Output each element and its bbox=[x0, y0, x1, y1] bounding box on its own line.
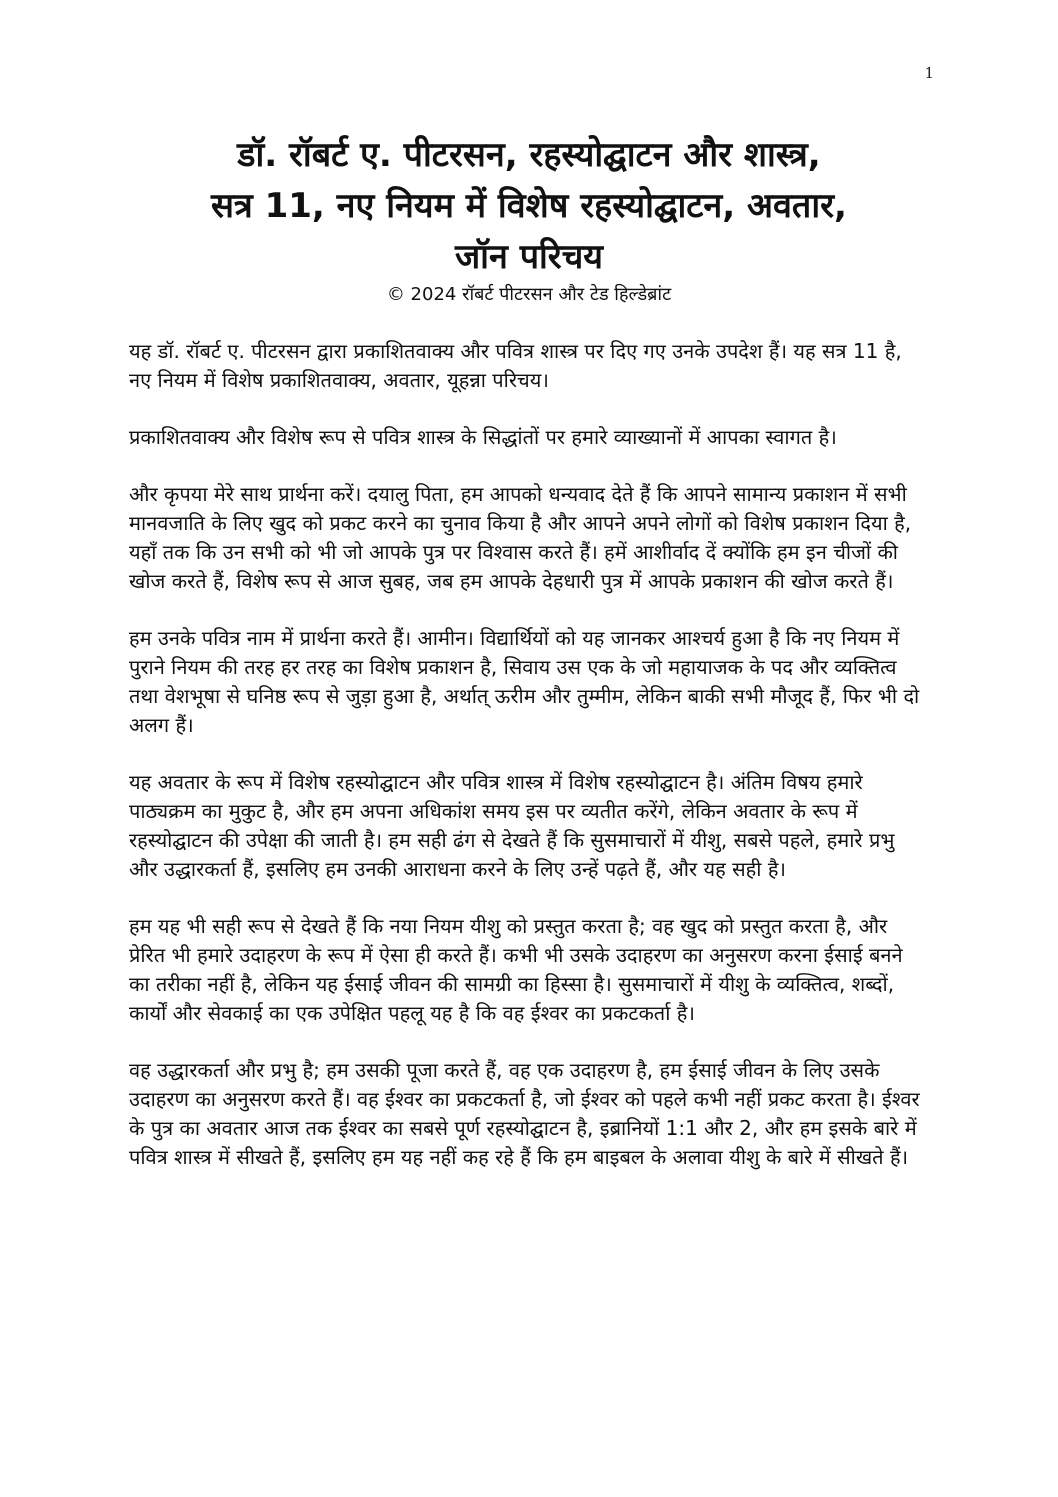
paragraph-1: यह डॉ. रॉबर्ट ए. पीटरसन द्वारा प्रकाशितवाक्य और पवित्र शास्त्र पर दिए गए उनके उपदेश हैं। यह सत्र 11 है, नए नियम में विशेष प्रकाशितवाक्य, अवतार, यूहन्ना परिचय। bbox=[129, 339, 902, 392]
document-title bbox=[120, 130, 938, 283]
paragraph-2: प्रकाशितवाक्य और विशेष रूप से पवित्र शास्त्र के सिद्धांतों पर हमारे व्याख्यानों में आपका स्वागत है। bbox=[129, 425, 837, 449]
title-line-2: सत्र 11, नए नियम में विशेष रहस्योद्घाटन, अवतार, bbox=[211, 186, 847, 226]
paragraph-5: यह अवतार के रूप में विशेष रहस्योद्घाटन और पवित्र शास्त्र में विशेष रहस्योद्घाटन है। अंतिम विषय हमारे पाठ्यक्रम का मुकुट है, और हम अपना अधिकांश समय इस पर व्यतीत करेंगे, लेकिन अवतार के रूप में रहस्योद्घाटन की उपेक्षा की जाती है। हम सही ढंग से देखते हैं कि सुसमाचारों में यीशु, सबसे पहले, हमारे प्रभु और उद्धारकर्ता हैं, इसलिए हम उनकी आराधना करने के लिए उन्हें पढ़ते हैं, और यह सही है। bbox=[129, 770, 895, 881]
paragraph-4: हम उनके पवित्र नाम में प्रार्थना करते हैं। आमीन। विद्यार्थियों को यह जानकर आश्चर्य हुआ है कि नए नियम में पुराने नियम की तरह हर तरह का विशेष प्रकाशन है, सिवाय उस एक के जो महायाजक के पद और व्यक्तित्व तथा वेशभूषा से घनिष्ठ रूप से जुड़ा हुआ है, अर्थात् ऊरीम और तुम्मीम, लेकिन बाकी सभी मौजूद हैं, फिर भी दो अलग हैं। bbox=[129, 626, 920, 737]
document-body bbox=[129, 337, 929, 1200]
title-line-1: डॉ. रॉबर्ट ए. पीटरसन, रहस्योद्घाटन और शास्त्र, bbox=[237, 135, 821, 175]
paragraph-7: वह उद्धारकर्ता और प्रभु है; हम उसकी पूजा करते हैं, वह एक उदाहरण है, हम ईसाई जीवन के लिए उसके उदाहरण का अनुसरण करते हैं। वह ईश्वर का प्रकटकर्ता है, जो ईश्वर को पहले कभी नहीं प्रकट करता है। ईश्वर के पुत्र का अवतार आज तक ईश्वर का सबसे पूर्ण रहस्योद्घाटन है, इब्रानियों 1:1 और 2, और हम इसके बारे में पवित्र शास्त्र में सीखते हैं, इसलिए हम यह नहीं कह रहे हैं कि हम बाइबल के अलावा यीशु के बारे में सीखते हैं। bbox=[129, 1058, 920, 1169]
paragraph-6: हम यह भी सही रूप से देखते हैं कि नया नियम यीशु को प्रस्तुत करता है; वह खुद को प्रस्तुत करता है, और प्रेरित भी हमारे उदाहरण के रूप में ऐसा ही करते हैं। कभी भी उसके उदाहरण का अनुसरण करना ईसाई बनने का तरीका नहीं है, लेकिन यह ईसाई जीवन की सामग्री का हिस्सा है। सुसमाचारों में यीशु के व्यक्तित्व, शब्दों, कार्यों और सेवकाई का एक उपेक्षित पहलू यह है कि वह ईश्वर का प्रकटकर्ता है। bbox=[129, 914, 903, 1025]
title-line-3: जॉन परिचय bbox=[454, 237, 604, 277]
paragraph-3: और कृपया मेरे साथ प्रार्थना करें। दयालु पिता, हम आपको धन्यवाद देते हैं कि आपने सामान्य प्रकाशन में सभी मानवजाति के लिए खुद को प्रकट करने का चुनाव किया है और आपने अपने लोगों को विशेष प्रकाशन दिया है, यहाँ तक कि उन सभी को भी जो आपके पुत्र पर विश्वास करते हैं। हमें आशीर्वाद दें क्योंकि हम इन चीजों की खोज करते हैं, विशेष रूप से आज सुबह, जब हम आपके देहधारी पुत्र में आपके प्रकाशन की खोज करते हैं। bbox=[129, 482, 912, 593]
copyright-notice: © 2024 रॉबर्ट पीटरसन और टेड हिल्डेब्रांट bbox=[386, 284, 672, 305]
page-number: 1 bbox=[924, 64, 934, 82]
